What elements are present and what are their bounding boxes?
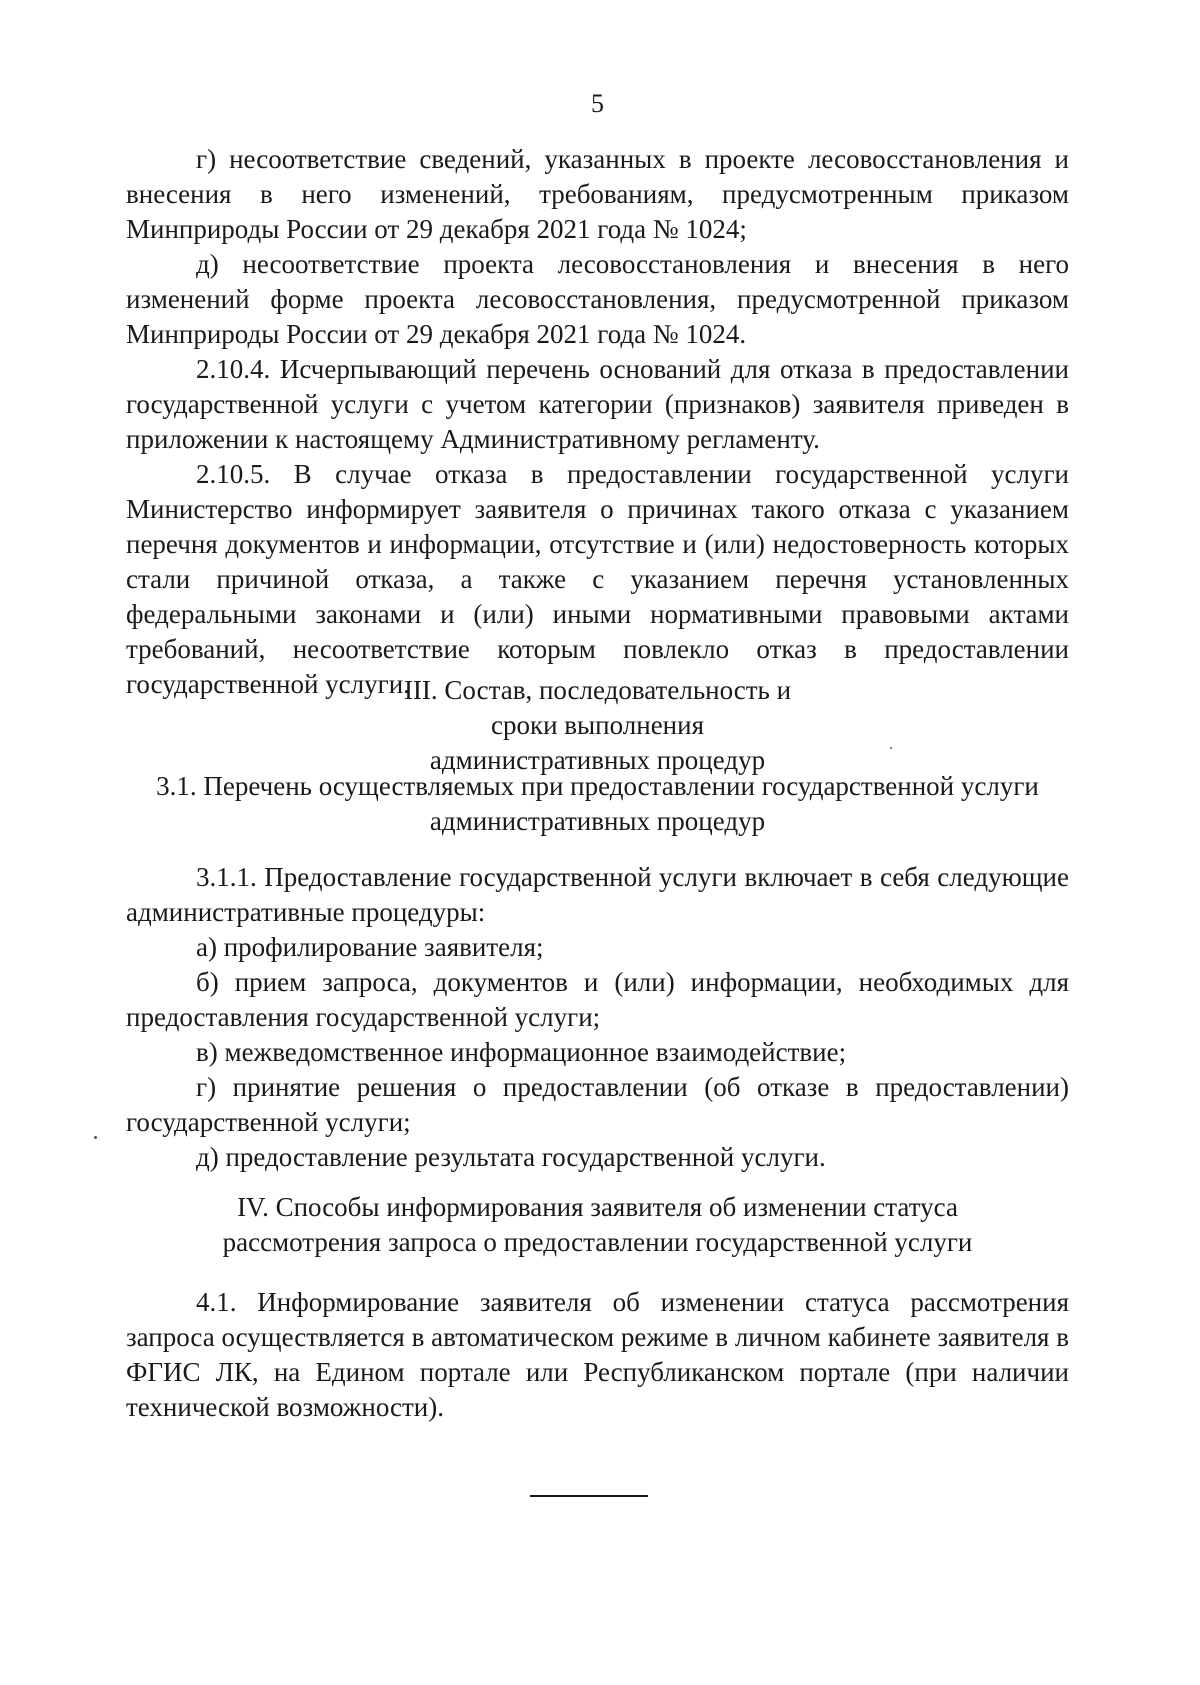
section-4-text — [126, 1285, 1069, 1425]
subsection-3-1-heading-block — [126, 769, 1069, 839]
list-item-a: а) профилирование заявителя; — [196, 932, 544, 962]
list-item-g: г) принятие решения о предоставлении (об отказе в предоставлении) государственной услуги; — [126, 1072, 1069, 1137]
section-4-heading-block — [126, 1190, 1069, 1260]
paragraph-4-1: 4.1. Информирование заявителя об изменении статуса рассмотрения запроса осуществляется в автоматическом режиме в личном кабинете заявителя в ФГИС ЛК, на Едином портале или Республиканском портале (при наличии технической возможности). — [126, 1287, 1069, 1422]
subsection-3-1-text — [126, 860, 1069, 1175]
paragraph-2-10-5: 2.10.5. В случае отказа в предоставлении государственной услуги Министерство информирует заявителя о причинах такого отказа с указанием перечня документов и информации, отсутствие и (или) недостоверность которых стали причиной отказа, а также с указанием перечня установленных федеральными законами и (или) иными нормативными правовыми актами требований, несоответствие которым повлекло отказ в предоставлении государственной услуги. — [126, 459, 1069, 699]
section-3-heading-block — [126, 673, 1069, 778]
end-of-text-rule — [530, 1495, 648, 1497]
section-4-heading: IV. Способы информирования заявителя об изменении статуса рассмотрения запроса о предоставлении государственной услуги — [222, 1192, 973, 1257]
paragraph-3-1-1: 3.1.1. Предоставление государственной услуги включает в себя следующие административные процедуры: — [126, 862, 1069, 927]
scan-speck — [890, 747, 892, 749]
list-item-v: в) межведомственное информационное взаимодействие; — [196, 1037, 847, 1067]
paragraph-d: д) несоответствие проекта лесовосстановления и внесения в него изменений форме проекта лесовосстановления, предусмотренной приказом Минприроды России от 29 декабря 2021 года № 1024. — [126, 249, 1069, 349]
section-3-heading: III. Состав, последовательность и сроки выполнения административных процедур — [403, 675, 792, 775]
page-number: 5 — [591, 89, 604, 118]
subsection-3-1-heading: 3.1. Перечень осуществляемых при предоставлении государственной услуги административных процедур — [156, 771, 1039, 836]
paragraph-2-10-4: 2.10.4. Исчерпывающий перечень оснований для отказа в предоставлении государственной услуги с учетом категории (признаков) заявителя приведен в приложении к настоящему Административному регламенту. — [126, 354, 1069, 454]
scan-speck — [94, 1136, 97, 1139]
section-2-10-text — [126, 142, 1069, 702]
list-item-b: б) прием запроса, документов и (или) информации, необходимых для предоставления государственной услуги; — [126, 967, 1069, 1032]
paragraph-g: г) несоответствие сведений, указанных в проекте лесовосстановления и внесения в него изменений, требованиям, предусмотренным приказом Минприроды России от 29 декабря 2021 года № 1024; — [126, 144, 1069, 244]
list-item-d: д) предоставление результата государственной услуги. — [196, 1142, 826, 1172]
